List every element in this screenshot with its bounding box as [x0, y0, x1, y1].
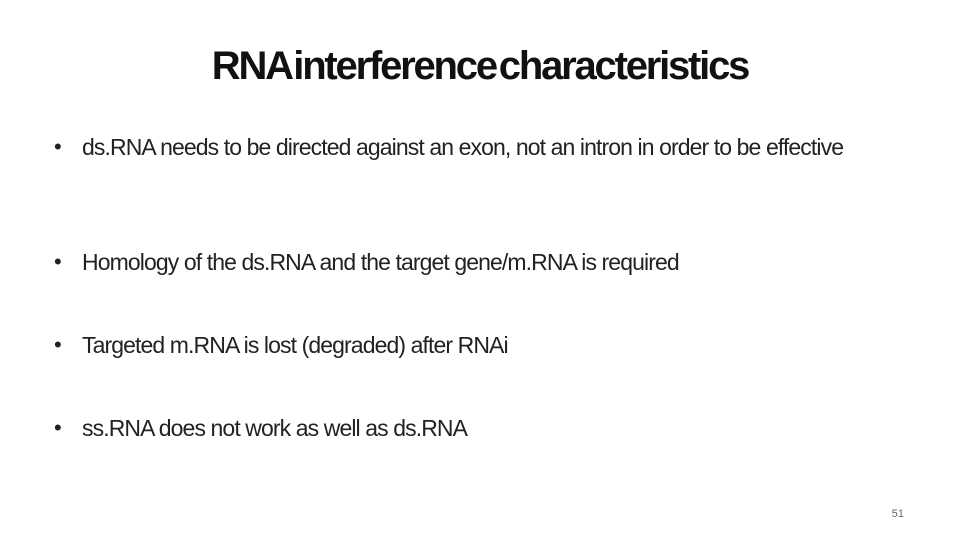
bullet-text: Targeted m.RNA is lost (degraded) after RNAi [82, 332, 508, 358]
bullet-text: Homology of the ds.RNA and the target gene/m.RNA is required [82, 249, 679, 275]
bullet-text: ds.RNA needs to be directed against an exon, not an intron in order to be effective [82, 134, 844, 160]
bullet-icon: • [54, 332, 62, 357]
bullet-text: ss.RNA does not work as well as ds.RNA [82, 415, 468, 441]
list-item [54, 411, 894, 445]
page-number: 51 [891, 508, 904, 520]
list-item [54, 130, 894, 164]
list-item [54, 328, 894, 362]
slide-title: RNA interference characteristics [211, 44, 749, 88]
bullet-icon: • [54, 249, 62, 274]
list-item [54, 245, 894, 279]
bullet-icon: • [54, 134, 62, 159]
bullet-icon: • [54, 415, 62, 440]
